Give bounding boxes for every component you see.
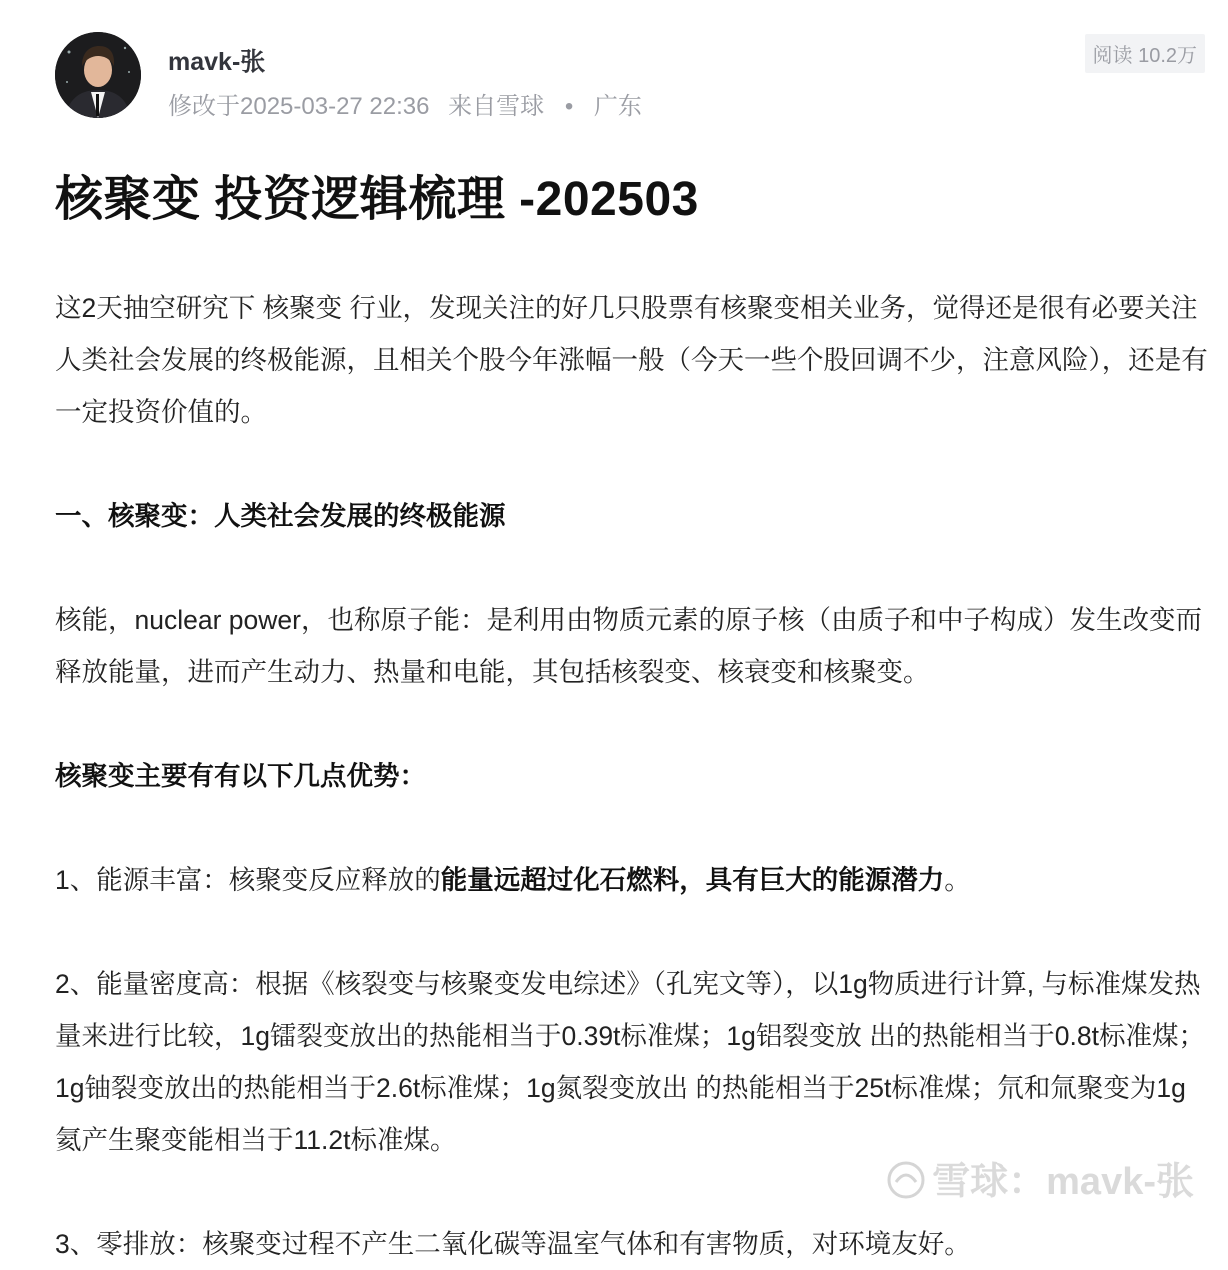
paragraph-advantage-2: 2、能量密度高：根据《核裂变与核聚变发电综述》（孔宪文等），以1g物质进行计算, 与标准煤发热量来进行比较，1g镭裂变放出的热能相当于0.39t标准煤；1g铝裂变放 出的热能相当于0.8t标准煤；1g铀裂变放出的热能相当于2.6t标准煤；1g氮裂变放出 的热能相当于25t标准煤；氘和氚聚变为1g氦产生聚变能相当于11.2t标准煤。 <box>55 969 1205 1155</box>
advantage-1-suffix: 。 <box>944 865 971 895</box>
author-name[interactable]: mavk-张 <box>168 48 266 76</box>
article-title: 核聚变 投资逻辑梳理 -202503 <box>55 173 699 226</box>
paragraph-nuclear-power: 核能，nuclear power，也称原子能：是利用由物质元素的原子核（由质子和中子构成）发生改变而释放能量，进而产生动力、热量和电能，其包括核裂变、核衰变和核聚变。 <box>55 605 1202 687</box>
watermark-text: 雪球：mavk-张 <box>932 1161 1194 1203</box>
post-location: 广东 <box>593 93 642 120</box>
post-meta <box>168 86 642 121</box>
view-count-badge: 阅读 10.2万 <box>1085 34 1205 73</box>
meta-separator: • <box>564 93 574 120</box>
post-header <box>55 30 1205 122</box>
section-heading-advantages: 核聚变主要有有以下几点优势： <box>55 761 426 791</box>
post-source: 来自雪球 <box>448 93 545 120</box>
paragraph-advantage-3: 3、零排放：核聚变过程不产生二氧化碳等温室气体和有害物质，对环境友好。 <box>55 1229 971 1259</box>
paragraph-intro: 这2天抽空研究下 核聚变 行业，发现关注的好几只股票有核聚变相关业务，觉得还是很有必要关注人类社会发展的终极能源，且相关个股今年涨幅一般（今天一些个股回调不少，注意风险），还是有一定投资价值的。 <box>55 293 1208 427</box>
article-body <box>55 282 1210 1270</box>
advantage-1-prefix: 1、能源丰富：核聚变反应释放的 <box>55 865 441 895</box>
section-heading-1: 一、核聚变：人类社会发展的终极能源 <box>55 501 506 531</box>
paragraph-advantage-1 <box>55 854 1210 906</box>
modified-time: 修改于2025-03-27 22:36 <box>168 93 430 120</box>
author-avatar[interactable] <box>55 32 141 118</box>
advantage-1-highlight: 能量远超过化石燃料，具有巨大的能源潜力 <box>440 865 945 895</box>
